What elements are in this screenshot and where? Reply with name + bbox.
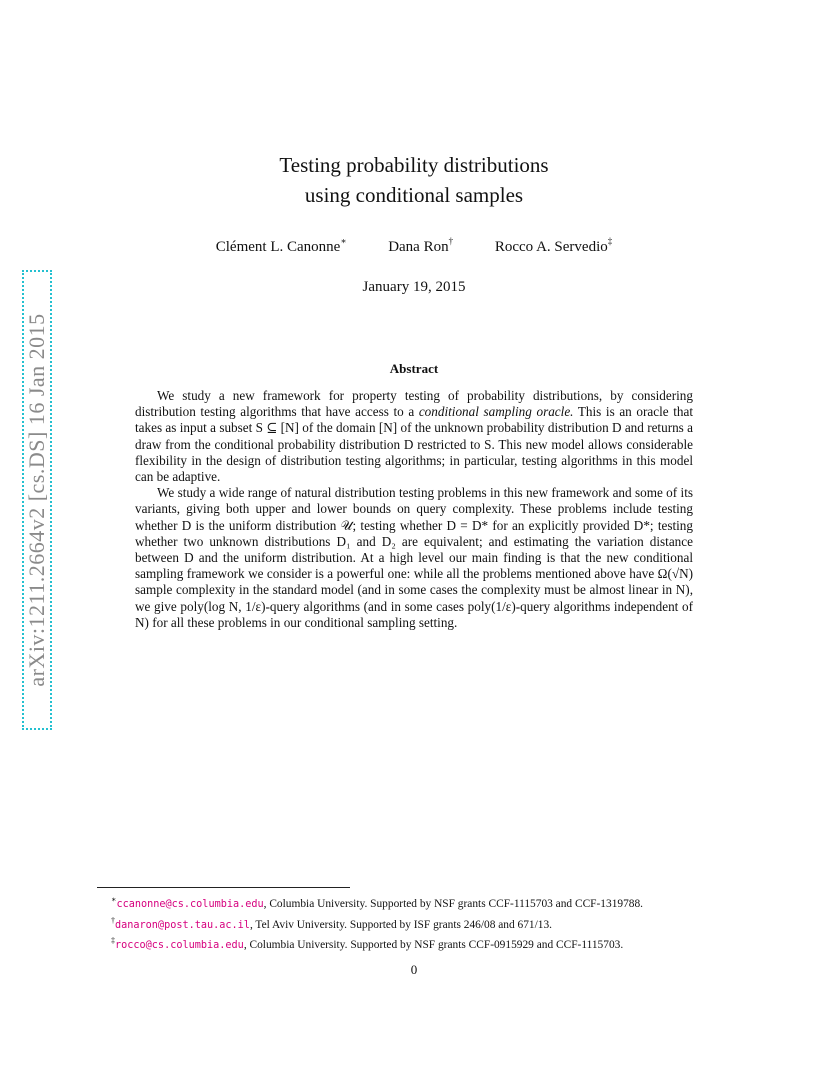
paper-date: January 19, 2015: [362, 279, 466, 295]
author-footnote-mark: †: [448, 236, 454, 246]
footnote-3: [111, 933, 751, 954]
footnotes: [111, 892, 751, 954]
abstract-emphasis: conditional sampling oracle.: [418, 404, 574, 420]
author-ron: [388, 236, 453, 256]
footnote-text: , Columbia University. Supported by NSF grants CCF-0915929 and CCF-1115703.: [243, 939, 624, 951]
arxiv-stamp-text: arXiv:1211.2664v2 [cs.DS] 16 Jan 2015: [24, 313, 49, 687]
footnote-mark: †: [111, 915, 115, 925]
author-footnote-mark: ∗: [340, 236, 347, 246]
footnote-mark: ‡: [111, 936, 115, 945]
abstract-heading: Abstract: [389, 361, 439, 376]
email-link[interactable]: danaron@post.tau.ac.il: [115, 919, 250, 931]
footnote-text: , Tel Aviv University. Supported by ISF grants 246/08 and 671/13.: [249, 918, 553, 931]
title-line-2: using conditional samples: [304, 183, 524, 207]
abstract-text: We study a new framework for property testing of probability distributions, by considering distribution testing algorithms that have access to a: [135, 388, 693, 420]
author-name: Dana Ron: [388, 239, 449, 255]
paper-title: [0, 150, 828, 210]
footnote-2: [111, 913, 751, 934]
author-footnote-mark: ‡: [607, 236, 613, 246]
author-name: Rocco A. Servedio: [494, 239, 608, 255]
footnote-mark: ∗: [111, 895, 117, 904]
footnote-rule: [97, 887, 350, 888]
author-name: Clément L. Canonne: [215, 239, 341, 255]
arxiv-stamp: [22, 270, 52, 730]
abstract-body: [135, 388, 693, 631]
author-servedio: [495, 236, 612, 256]
abstract-text: This is an oracle that takes as input a subset S ⊆ [N] of the domain [N] of the unknown probability distribution D and returns a draw from the conditional probability distribution D restricted to S. This new model allows considerable flexibility in the design of distribution testing algorithms; in particular, testing algorithms in this model can be adaptive.: [135, 404, 694, 485]
email-link[interactable]: ccanonne@cs.columbia.edu: [116, 899, 264, 910]
abstract-paragraph-1: [135, 388, 693, 485]
abstract-paragraph-2: We study a wide range of natural distribution testing problems in this new framework and some of its variants, giving both upper and lower bounds on query complexity. These problems include testing whether D is the uniform distribution 𝒰; testing whether D = D* for an explicitly provided D*; testing whether two unknown distributions D₁ and D₂ are equivalent; and estimating the variation distance between D and the uniform distribution. At a high level our main finding is that the new conditional sampling framework we consider is a powerful one: while all the problems mentioned above have Ω(√N) sample complexity in the standard model (and in some cases the complexity must be almost linear in N), we give poly(log N, 1/ε)-query algorithms (and in some cases poly(1/ε)-query algorithms independent of N) for all these problems in our conditional sampling setting.: [135, 485, 693, 630]
page-number: 0: [410, 962, 418, 977]
footnote-1: [111, 892, 751, 913]
author-list: [0, 236, 828, 256]
footnote-text: , Columbia University. Supported by NSF grants CCF-1115703 and CCF-1319788.: [263, 898, 644, 910]
email-link[interactable]: rocco@cs.columbia.edu: [115, 940, 244, 951]
author-canonne: [216, 236, 347, 256]
title-line-1: Testing probability distributions: [279, 153, 549, 177]
